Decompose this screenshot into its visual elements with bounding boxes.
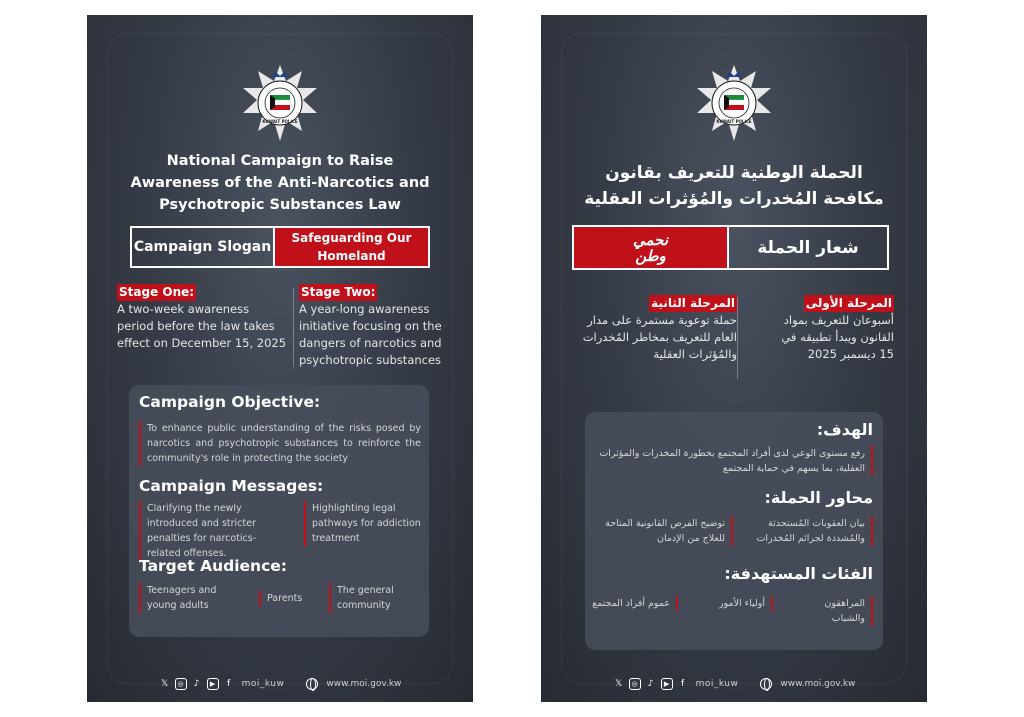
- arabic-poster: [541, 15, 927, 702]
- title-line: الحملة الوطنية للتعريف بقانون: [605, 163, 863, 183]
- tiktok-icon[interactable]: ♪: [193, 679, 200, 689]
- social-footer: [541, 676, 927, 692]
- instagram-icon[interactable]: ◎: [175, 678, 187, 690]
- x-icon[interactable]: 𝕏: [614, 679, 623, 689]
- svg-text:KUWAIT POLICE: KUWAIT POLICE: [262, 119, 298, 124]
- message-item: بيان العقوبات المُستحدثة والمُشددة لجرائم المُخدرات: [743, 516, 873, 546]
- audience-title: Target Audience:: [139, 557, 287, 575]
- stage-one-text: أسبوعان للتعريف بمواد القانون ويبدأ تطبيقه في 15 ديسمبر 2025: [781, 313, 894, 361]
- slogan-line: وطن: [635, 246, 666, 265]
- message-item: Highlighting legal pathways for addiction treatment: [304, 501, 422, 546]
- website-link[interactable]: www.moi.gov.kw: [780, 679, 856, 689]
- campaign-title: [97, 150, 463, 216]
- audience-item: Parents: [259, 591, 319, 606]
- campaign-slogan-box: [572, 225, 889, 270]
- audience-title: الفئات المستهدفة:: [724, 564, 873, 583]
- objective-title: Campaign Objective:: [139, 393, 321, 411]
- kuwait-police-emblem-icon: [239, 63, 321, 145]
- svg-text:KUWAIT POLICE: KUWAIT POLICE: [716, 119, 752, 124]
- stage-one-heading: Stage One:: [119, 285, 195, 299]
- message-item: توضيح الفرص القانونية المتاحة للعلاج من الإدمان: [598, 516, 733, 546]
- kuwait-police-emblem: [239, 63, 321, 145]
- social-handle[interactable]: moi_kuw: [695, 679, 739, 689]
- objective-title: الهدف:: [816, 420, 873, 439]
- x-icon[interactable]: 𝕏: [160, 679, 169, 689]
- slogan-value: [574, 227, 727, 268]
- objective-text: To enhance public understanding of the risks posed by narcotics and psychotropic substances to reinforce the community's role in protecting the society: [139, 421, 421, 466]
- objective-text: رفع مستوى الوعي لدى أفراد المجتمع بخطورة المخدرات والمؤثرات العقلية، بما يسهم في حماية المجتمع: [591, 446, 873, 476]
- title-line: Psychotropic Substances Law: [159, 197, 401, 213]
- website-link[interactable]: www.moi.gov.kw: [326, 679, 402, 689]
- slogan-line: نحمي: [632, 230, 669, 249]
- slogan-label: Campaign Slogan: [132, 228, 275, 266]
- instagram-icon[interactable]: ◎: [629, 678, 641, 690]
- slogan-line: Homeland: [317, 249, 386, 263]
- title-line: Awareness of the Anti-Narcotics and: [130, 175, 430, 191]
- stage-two: [582, 295, 737, 363]
- facebook-icon[interactable]: f: [680, 679, 685, 689]
- youtube-icon[interactable]: ▶: [207, 678, 219, 690]
- stage-one: [776, 295, 894, 363]
- stage-two: [299, 284, 449, 369]
- audience-item: أولياء الأمور: [693, 596, 773, 611]
- audience-item: عموم أفراد المجتمع: [590, 596, 678, 611]
- messages-title: محاور الحملة:: [764, 488, 873, 507]
- tiktok-icon[interactable]: ♪: [647, 679, 654, 689]
- english-poster: [87, 15, 473, 702]
- message-item: Clarifying the newly introduced and stricter penalties for narcotics-related offenses.: [139, 501, 279, 561]
- campaign-title: [551, 160, 917, 212]
- social-footer: [87, 676, 473, 692]
- globe-icon: [760, 678, 772, 690]
- audience-item: المراهقون والشباب: [793, 596, 873, 626]
- audience-item: The general community: [329, 583, 409, 613]
- stage-one-heading: المرحلة الأولى: [805, 296, 892, 310]
- globe-icon: [306, 678, 318, 690]
- stage-divider: [293, 287, 294, 367]
- stage-divider: [737, 297, 738, 379]
- campaign-details-box: [585, 412, 883, 650]
- slogan-value: [275, 228, 428, 266]
- kuwait-police-emblem: [693, 63, 775, 145]
- audience-item: Teenagers and young adults: [139, 583, 239, 613]
- campaign-details-box: [129, 385, 429, 637]
- title-line: مكافحة المُخدرات والمُؤثرات العقلية: [584, 189, 884, 209]
- slogan-label: شعار الحملة: [727, 227, 887, 268]
- slogan-line: Safeguarding Our: [291, 231, 412, 245]
- stage-one-text: A two-week awareness period before the law takes effect on December 15, 2025: [117, 302, 287, 350]
- stage-one: [117, 284, 287, 352]
- stage-two-heading: المرحلة الثانية: [651, 296, 735, 310]
- title-line: National Campaign to Raise: [166, 153, 394, 169]
- campaign-slogan-box: [130, 226, 430, 268]
- stage-two-heading: Stage Two:: [301, 285, 376, 299]
- stage-two-text: حملة توعوية مستمرة على مدار العام للتعريف بمخاطر المُخدرات والمُؤثرات العقلية: [582, 313, 737, 361]
- facebook-icon[interactable]: f: [226, 679, 231, 689]
- stage-two-text: A year-long awareness initiative focusing on the dangers of narcotics and psychotropic substances: [299, 302, 442, 367]
- social-handle[interactable]: moi_kuw: [241, 679, 285, 689]
- kuwait-police-emblem-icon: [693, 63, 775, 145]
- youtube-icon[interactable]: ▶: [661, 678, 673, 690]
- messages-title: Campaign Messages:: [139, 477, 324, 495]
